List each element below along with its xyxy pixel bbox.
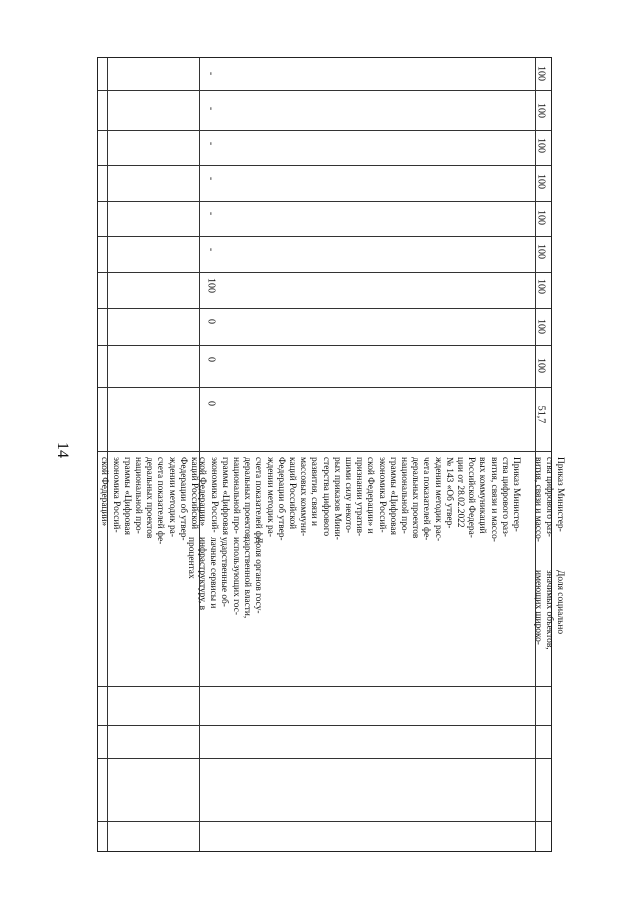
row-line [98, 345, 551, 346]
col-line [199, 58, 200, 851]
indicator-2-source: Приказ Министер- ства цифрового раз- вития, связи и массо- [532, 457, 565, 542]
page-number: 14 [54, 442, 71, 458]
indicator-2-value: 51,7 [535, 405, 547, 424]
indicator-1-value: 0 [205, 357, 217, 362]
indicator-1-value: 0 [205, 319, 217, 324]
row-line [98, 686, 551, 687]
indicator-2-value: 100 [535, 358, 547, 373]
col-line [107, 58, 108, 851]
indicator-1-value: 0 [205, 401, 217, 406]
row-line [98, 130, 551, 131]
table [97, 57, 565, 852]
indicator-2-value: 100 [535, 138, 547, 153]
row-line [98, 90, 551, 91]
row-line [98, 387, 551, 388]
indicator-2-value: 100 [535, 174, 547, 189]
indicator-2-value: 100 [535, 66, 547, 81]
row-line [98, 308, 551, 309]
row-line [98, 725, 551, 726]
indicator-1-value: - [205, 71, 217, 76]
indicator-1-value: - [205, 211, 217, 216]
indicator-1-source: Приказ Министер- ства цифрового раз- вития, связи и массо- вых коммуникаций Российской Федера- ции от 28.02.2022 № 143 «Об утвер- ждении методик рас- чета показателей фе- деральных проектов национальной про- граммы «Цифровая экономика Россий- ской Федерации» и признании утратив- шими силу некото- рых приказов Мини- стерства цифрового развития, связи и массовых коммуни- каций Российской Федерации об утвер- ждении методик ра- счета показателей фе- деральных проектов национальной про- граммы «Цифровая экономика Россий- ской Федерации» [197, 457, 521, 545]
indicator-1-value: - [205, 141, 217, 146]
indicator-2-value: 100 [535, 210, 547, 225]
indicator-1-value: - [205, 247, 217, 252]
continued-doc-text: каций Российской Федерации об утвер- ждении методик ра- счета показателей фе- деральных проектов национальной про- граммы «Цифровая экономика Россий- ской Федерации» [99, 457, 199, 545]
row-line [98, 272, 551, 273]
indicator-1-value: 100 [205, 278, 217, 293]
row-line [98, 821, 551, 822]
indicator-2-value: 100 [535, 319, 547, 334]
row-line [98, 201, 551, 202]
indicator-2-value: 100 [535, 279, 547, 294]
indicator-2-value: 100 [535, 103, 547, 118]
row-line [98, 236, 551, 237]
row-line [98, 758, 551, 759]
row-line [98, 451, 551, 452]
indicator-1-value: - [205, 106, 217, 111]
indicator-2-name: Доля социально значимых объектов, имеющих широко- [532, 570, 565, 650]
indicator-1-value: - [205, 176, 217, 181]
row-line [98, 165, 551, 166]
indicator-1-name: Доля органов госу- дарственной власти, использующих гос- ударственные об- лачные сервисы и инфраструктуру, в процентах [185, 537, 263, 619]
indicator-2-value: 100 [535, 244, 547, 259]
